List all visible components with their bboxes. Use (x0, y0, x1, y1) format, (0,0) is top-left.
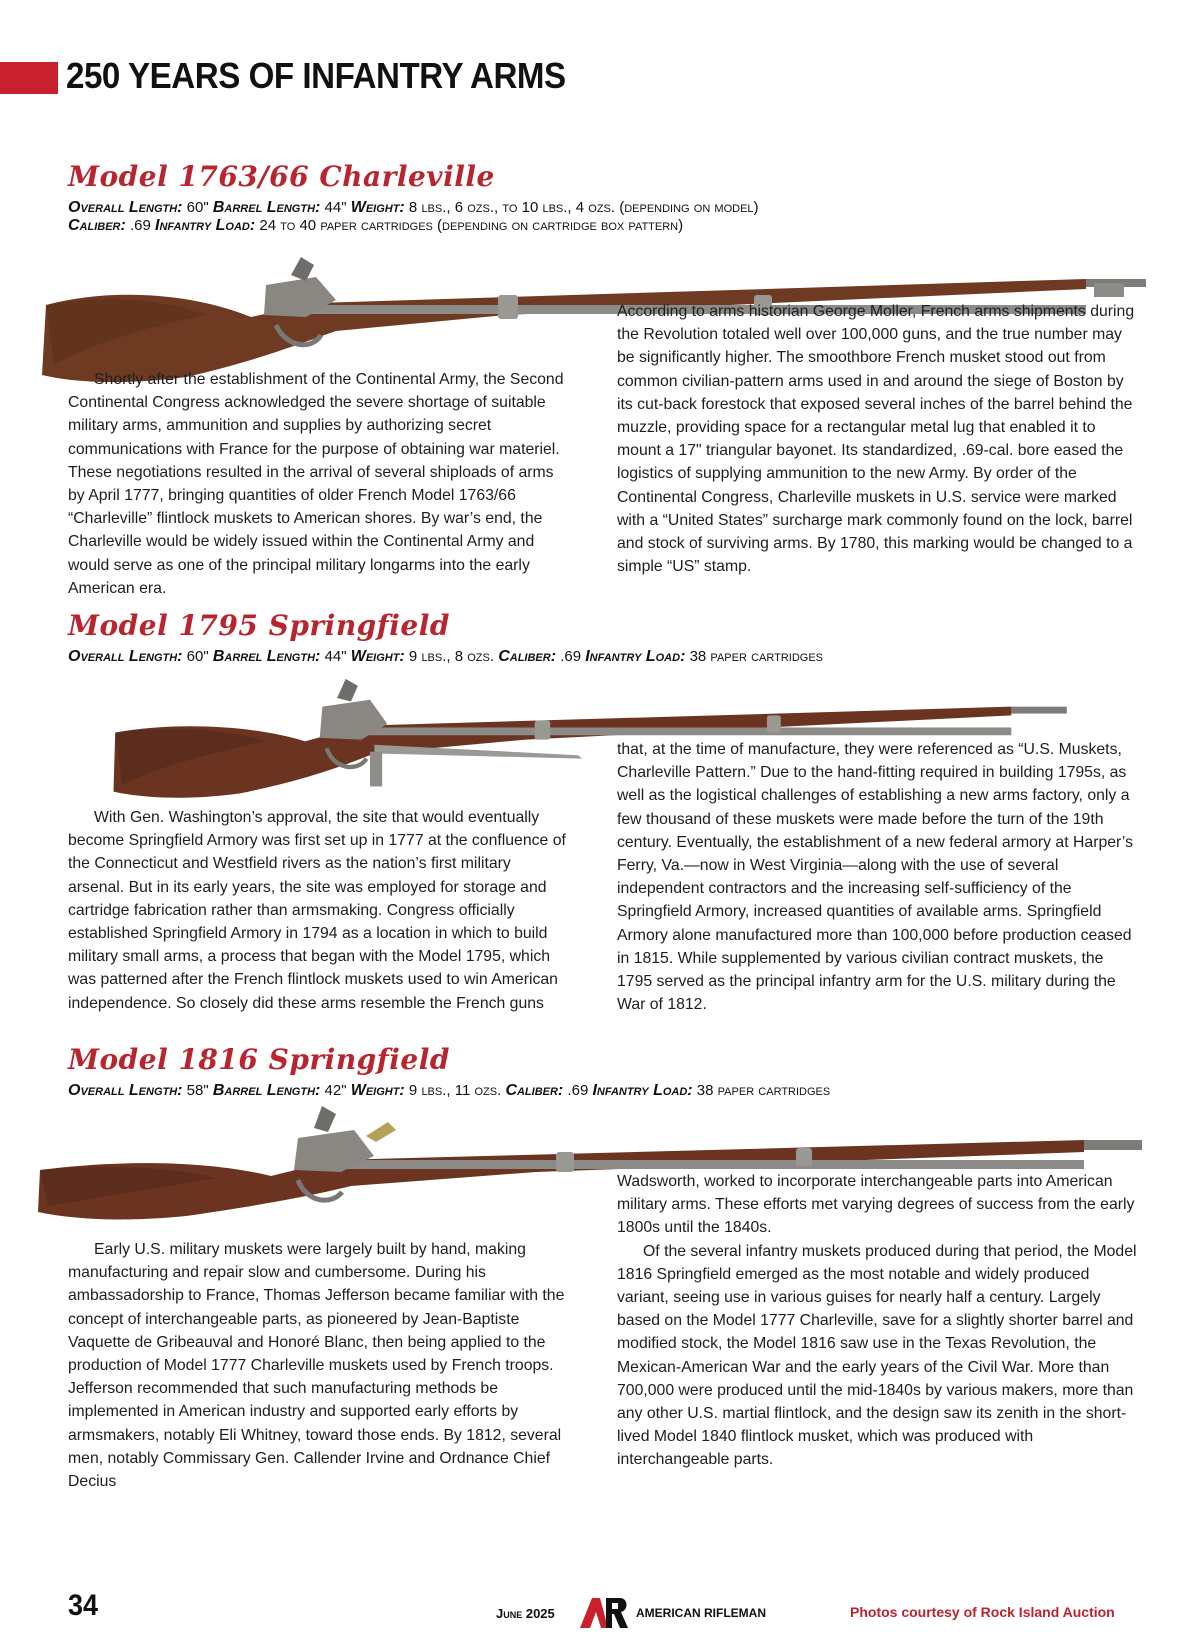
specs-line: Caliber: .69 Infantry Load: 24 to 40 paper cartridges (depending on cartridge box pattern) (68, 217, 684, 234)
body-paragraph: Of the several infantry muskets produced during that period, the Model 1816 Springfield emerged as the most notable and widely produced variant, seeing use in various guises for nearly half a century. Largely based on the Model 1777 Charleville, save for a slightly shorter barrel and modified stock, the Model 1816 saw use in the Texas Revolution, the Mexican-American War and the early years of the Civil War. More than 700,000 were produced until the mid-1840s by various makers, more than any other U.S. martial flintlock, and the design saw its zenith in the short-lived Model 1840 flintlock musket, which was produced with interchangeable parts. (617, 1242, 1137, 1469)
body-paragraph: Early U.S. military muskets were largely built by hand, making manufacturing and repair slow and cumbersome. During his ambassadorship to France, Thomas Jefferson became familiar with the concept of interchangeable parts, as pioneered by Jean-Baptiste Vaquette de Gribeauval and Honoré Blanc, then being applied to the production of Model 1777 Charleville muskets used by French troops. Jefferson recommended that such manufacturing methods be implemented in American industry and supported early efforts by armsmakers, notably Eli Whitney, toward those ends. By 1812, several men, notably Commissary Gen. Callender Irvine and Ordnance Chief Decius (68, 1241, 565, 1491)
american-rifleman-logo-icon (578, 1596, 630, 1630)
springfield-1816-left-column (68, 1238, 568, 1493)
section-title-charleville: Model 1763/66 Charleville (68, 160, 495, 193)
issue-date: June 2025 (496, 1606, 555, 1621)
springfield-1816-right-column (617, 1170, 1137, 1472)
body-paragraph: With Gen. Washington’s approval, the site that would eventually become Springfield Armory was first set up in 1777 at the confluence of the Connecticut and Westfield rivers as the nation’s first military arsenal. But in its early years, the site was employed for storage and cartridge fabrication rather than armsmaking. Congress officially established Springfield Armory in 1794 as a location in which to build military small arms, a process that began with the Model 1795, which was patterned after the French flintlock muskets used to win American independence. So closely did these arms resemble the French guns (68, 809, 566, 1012)
header-accent-bar (0, 62, 58, 94)
magazine-name: AMERICAN RIFLEMAN (636, 1606, 766, 1620)
page-title: 250 YEARS OF INFANTRY ARMS (66, 55, 566, 96)
section-title-1816-springfield: Model 1816 Springfield (68, 1043, 450, 1076)
charleville-right-column (617, 300, 1137, 578)
section-title-1795-springfield: Model 1795 Springfield (68, 609, 450, 642)
specs-line: Overall Length: 60" Barrel Length: 44" Weight: 8 lbs., 6 ozs., to 10 lbs., 4 ozs. (depending on model) (68, 199, 759, 216)
body-paragraph: Shortly after the establishment of the Continental Army, the Second Continental Congress acknowledged the severe shortage of suitable military arms, ammunition and supplies by authorizing secret communications with France for the purpose of obtaining war materiel. These negotiations resulted in the arrival of several shiploads of arms by April 1777, bringing quantities of older French Model 1763/66 “Charleville” flintlock muskets to American shores. By war’s end, the Charleville would be widely issued within the Continental Army and would serve as one of the principal military longarms into the early American era. (68, 371, 564, 597)
body-paragraph: Wadsworth, worked to incorporate interchangeable parts into American military arms. These efforts met varying degrees of success from the early 1800s until the 1840s. (617, 1173, 1135, 1237)
springfield-1795-right-column (617, 738, 1137, 1016)
photo-credit: Photos courtesy of Rock Island Auction (850, 1604, 1115, 1620)
charleville-left-column (68, 368, 568, 600)
specs-line: Overall Length: 58" Barrel Length: 42" Weight: 9 lbs., 11 ozs. Caliber: .69 Infantry Load: 38 paper cartridges (68, 1082, 831, 1099)
body-paragraph: According to arms historian George Moller, French arms shipments during the Revolution totaled well over 100,000 guns, and the true number may be significantly higher. The smoothbore French musket stood out from common civilian-pattern arms used in and around the siege of Boston by its cut-back forestock that exposed several inches of the barrel behind the muzzle, providing space for a rectangular metal lug that enabled it to mount a 17" triangular bayonet. Its standardized, .69-cal. bore eased the logistics of supplying ammunition to the new Army. By order of the Continental Congress, Charleville muskets in U.S. service were marked with a “United States” surcharge mark commonly found on the lock, barrel and stock of surviving arms. By 1780, this marking would be changed to a simple “US” stamp. (617, 303, 1135, 576)
springfield-1795-left-column (68, 806, 568, 1015)
body-paragraph: that, at the time of manufacture, they were referenced as “U.S. Muskets, Charleville Pattern.” Due to the hand-fitting required in building 1795s, as well as the logistical challenges of establishing a new arms factory, only a few thousand of these muskets were made before the turn of the 19th century. Eventually, the establishment of a new federal armory at Harper’s Ferry, Va.—now in West Virginia—along with the use of several independent contractors and the increasing self-sufficiency of the Springfield Armory, increased quantities of available arms. Springfield Armory alone manufactured more than 100,000 before production ceased in 1815. While supplemented by various civilian contract muskets, the 1795 served as the principal infantry arm for the U.S. military during the War of 1812. (617, 741, 1133, 1014)
specs-line: Overall Length: 60" Barrel Length: 44" Weight: 9 lbs., 8 ozs. Caliber: .69 Infantry Load: 38 paper cartridges (68, 648, 823, 665)
page-number: 34 (68, 1589, 99, 1622)
